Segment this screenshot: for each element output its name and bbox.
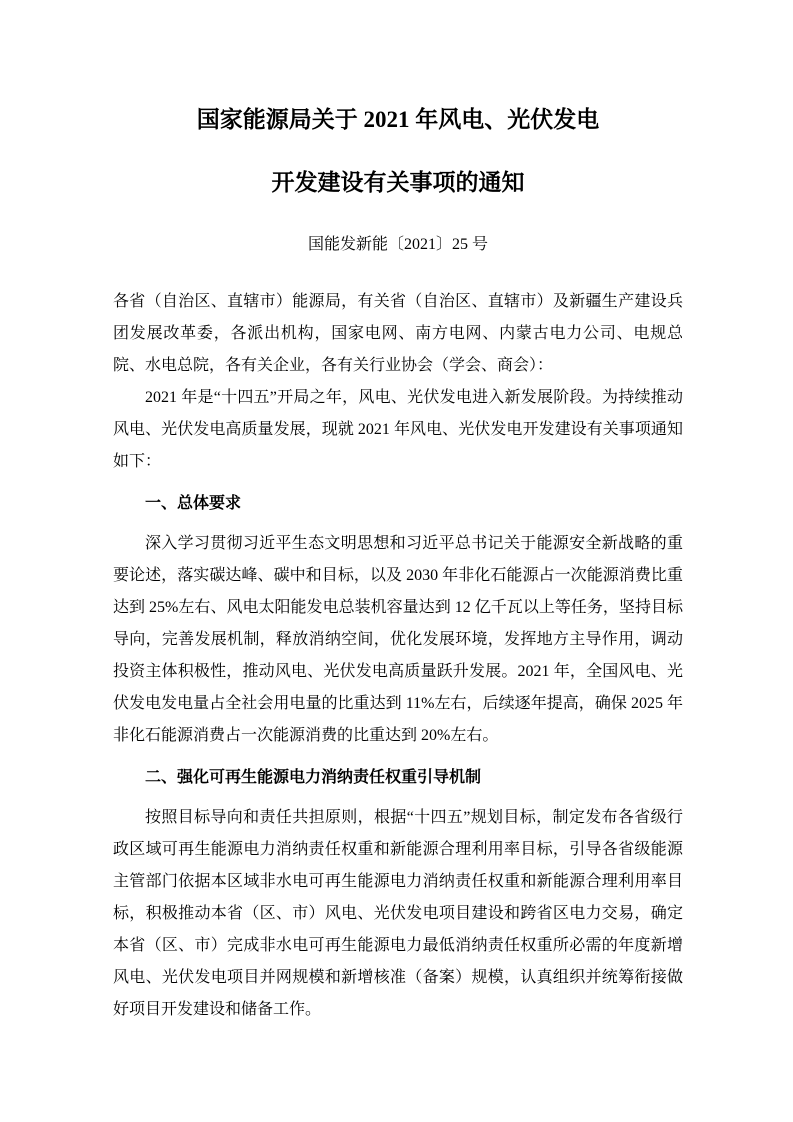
section-1-heading: 一、总体要求 bbox=[145, 495, 242, 512]
section-2-heading: 二、强化可再生能源电力消纳责任权重引导机制 bbox=[145, 769, 482, 786]
section-1-paragraph: 深入学习贯彻习近平生态文明思想和习近平总书记关于能源安全新战略的重要论述，落实碳达峰、碳中和目标，以及 2030 年非化石能源占一次能源消费比重达到 25%左右、风电太阳能发电总装机容量达到 12 亿千瓦以上等任务，坚持目标导向，完善发展机制，释放消纳空间，优化发展环境，发挥地方主导作用，调动投资主体积极性，推动风电、光伏发电高质量跃升发展。2021 年，全国风电、光伏发电发电量占全社会用电量的比重达到 11%左右，后续逐年提高，确保 2025 年非化石能源消费占一次能源消费的比重达到 20%左右。 bbox=[113, 535, 683, 744]
addressee-paragraph: 各省（自治区、直辖市）能源局，有关省（自治区、直辖市）及新疆生产建设兵团发展改革委，各派出机构，国家电网、南方电网、内蒙古电力公司、电规总院、水电总院，各有关企业，各有关行业协会（学会、商会）： bbox=[113, 293, 683, 374]
section-2-paragraph: 按照目标导向和责任共担原则，根据“十四五”规划目标，制定发布各省级行政区域可再生能源电力消纳责任权重和新能源合理利用率目标，引导各省级能源主管部门依据本区域非水电可再生能源电力消纳责任权重和新能源合理利用率目标，积极推动本省（区、市）风电、光伏发电项目建设和跨省区电力交易，确定本省（区、市）完成非水电可再生能源电力最低消纳责任权重所必需的年度新增风电、光伏发电项目并网规模和新增核准（备案）规模，认真组织并统筹衔接做好项目开发建设和储备工作。 bbox=[113, 809, 683, 1018]
document-title-line-1: 国家能源局关于 2021 年风电、光伏发电 bbox=[196, 107, 600, 132]
document-number: 国能发新能〔2021〕25 号 bbox=[307, 236, 488, 253]
document-title-line-2: 开发建设有关事项的通知 bbox=[271, 170, 525, 195]
document-title bbox=[113, 108, 683, 194]
intro-paragraph: 2021 年是“十四五”开局之年，风电、光伏发电进入新发展阶段。为持续推动风电、光伏发电高质量发展，现就 2021 年风电、光伏发电开发建设有关事项通知如下： bbox=[113, 389, 683, 470]
